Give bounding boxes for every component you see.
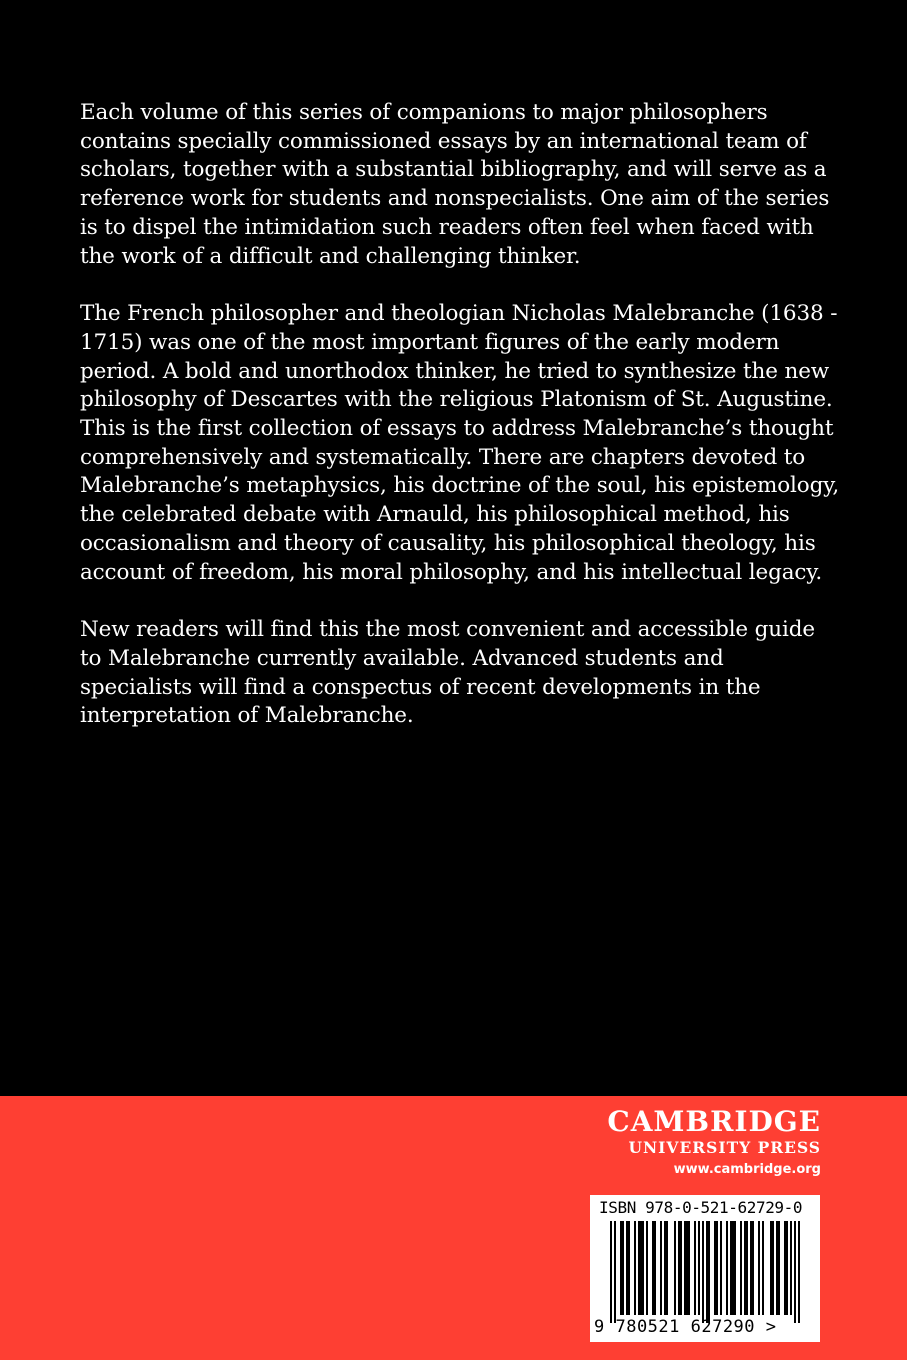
barcode-bar	[610, 1221, 612, 1323]
barcode-digits: 9 780521 627290 >	[594, 1317, 777, 1337]
isbn-label: ISBN 978-0-521-62729-0	[599, 1198, 803, 1217]
barcode-bar	[730, 1221, 732, 1315]
barcode-bar	[790, 1221, 792, 1315]
blurb-paragraph-series: Each volume of this series of companions to major philosophers contains specially commissioned essays by an international team of scholars, together with a substantial bibliography, and will serve as a reference work for students and nonspecialists. One aim of the series is to dispel the intimidation such readers often feel when faced with the work of a difficult and challenging thinker.	[80, 100, 830, 269]
barcode-bar	[688, 1221, 690, 1315]
barcode-bar	[660, 1221, 662, 1315]
publisher-name: CAMBRIDGE	[607, 1105, 821, 1138]
barcode-bar	[654, 1221, 656, 1315]
barcode-bar	[680, 1221, 682, 1315]
barcode-bar	[794, 1221, 796, 1323]
barcode-bar	[664, 1221, 666, 1315]
barcode-bar	[752, 1221, 754, 1315]
barcode-bar	[762, 1221, 764, 1315]
barcode-bar	[628, 1221, 630, 1315]
blurb-paragraph-malebranche: The French philosopher and theologian Nicholas Malebranche (1638 - 1715) was one of the most important figures of the early modern period. A bold and unorthodox thinker, he tried to synthesize the new philosophy of Descartes with the religious Platonism of St. Augustine. This is the first collection of essays to address Malebranche’s thought comprehensively and systematically. There are chapters devoted to Malebranche’s metaphysics, his doctrine of the soul, his epistemology, the celebrated debate with Arnauld, his philosophical method, his occasionalism and theory of causality, his philosophical theology, his account of freedom, his moral philosophy, and his intellectual legacy.	[80, 301, 840, 585]
barcode-bar	[740, 1221, 742, 1315]
isbn-barcode	[590, 1195, 820, 1342]
barcode-bar	[708, 1221, 710, 1323]
barcode-bar	[786, 1221, 788, 1315]
barcode-bar	[734, 1221, 736, 1315]
barcode-bar	[770, 1221, 772, 1315]
barcode-bar	[744, 1221, 746, 1315]
barcode-bar	[626, 1221, 628, 1315]
publisher-logo	[607, 1106, 821, 1180]
barcode-bar	[772, 1221, 774, 1315]
barcode-bar	[750, 1221, 752, 1315]
barcode-bar	[702, 1221, 704, 1323]
barcode-bar	[706, 1221, 708, 1323]
barcode-bar	[640, 1221, 642, 1315]
barcode-bar	[726, 1221, 728, 1315]
barcode-bar	[746, 1221, 748, 1315]
barcode-bar	[778, 1221, 780, 1315]
barcode-bar	[666, 1221, 668, 1315]
blurb-paragraph-readers: New readers will find this the most convenient and accessible guide to Malebranche currently available. Advanced students and specialists will find a conspectus of recent developments in the interpretation of Malebranche.	[80, 617, 815, 729]
publisher-url: www.cambridge.org	[673, 1162, 821, 1177]
barcode-bar	[798, 1221, 800, 1323]
barcode-bar	[622, 1221, 624, 1315]
barcode-bar	[614, 1221, 616, 1323]
barcode-bar	[694, 1221, 696, 1315]
publisher-subtitle: UNIVERSITY PRESS	[628, 1138, 821, 1157]
barcode-bar	[620, 1221, 622, 1315]
barcode-bar	[686, 1221, 688, 1315]
barcode-bar	[716, 1221, 718, 1315]
barcode-bar	[698, 1221, 700, 1315]
barcode-bar	[784, 1221, 786, 1315]
barcode-bar	[684, 1221, 686, 1315]
barcode-bar	[758, 1221, 760, 1315]
barcode-bar	[634, 1221, 636, 1315]
blurb-text	[80, 99, 840, 760]
barcode-bar	[720, 1221, 722, 1315]
barcode-bar	[678, 1221, 680, 1315]
barcode-bar	[714, 1221, 716, 1315]
barcode-bar	[642, 1221, 644, 1315]
barcode-bar	[674, 1221, 676, 1315]
barcode-bar	[638, 1221, 640, 1315]
barcode-bar	[732, 1221, 734, 1315]
barcode-bar	[652, 1221, 654, 1315]
barcode-bar	[776, 1221, 778, 1315]
barcode-bar	[646, 1221, 648, 1315]
